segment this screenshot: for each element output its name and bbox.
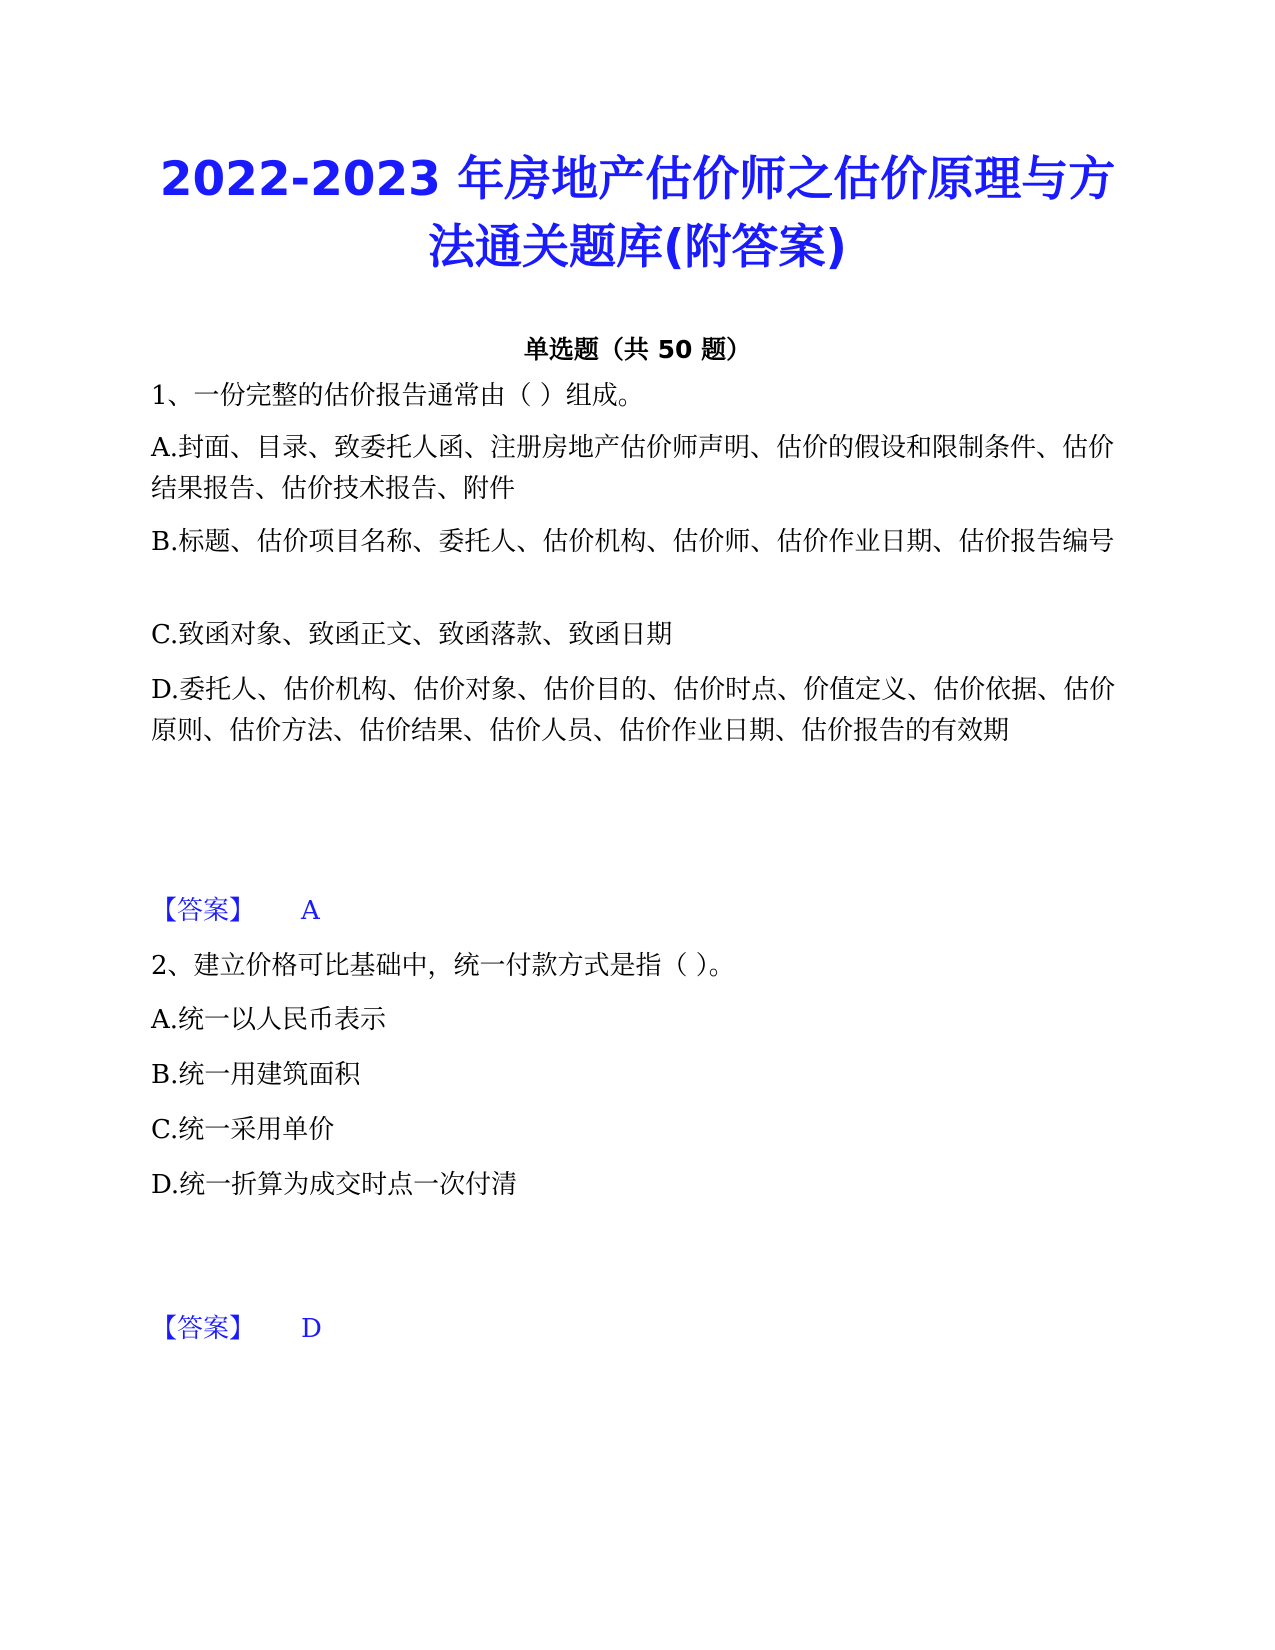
question-2-option-d: D.统一折算为成交时点一次付清 [151,1170,518,1200]
question-2-option-c: C.统一采用单价 [151,1115,335,1145]
answer-label: 【答案】 [151,896,256,926]
question-1-stem: 1、一份完整的估价报告通常由（ ）组成。 [151,381,644,411]
document-title-line-2: 法通关题库(附答案) [428,220,847,275]
question-2-answer [151,1311,322,1347]
question-1-option-a: A.封面、目录、致委托人函、注册房地产估价师声明、估价的假设和限制条件、估价结果报告、估价技术报告、附件 [151,433,1115,504]
question-2-stem: 2、建立价格可比基础中，统一付款方式是指（ ）。 [151,951,735,981]
answer-value: D [301,1314,322,1344]
document-title-line-1: 2022-2023 年房地产估价师之估价原理与方 [159,152,1116,207]
question-2-option-a: A.统一以人民币表示 [151,1005,387,1035]
section-title: 单选题（共 50 题） [523,335,752,364]
question-2-option-b: B.统一用建筑面积 [151,1060,361,1090]
question-1-option-b: B.标题、估价项目名称、委托人、估价机构、估价师、估价作业日期、估价报告编号 [151,527,1115,557]
answer-label: 【答案】 [151,1314,256,1344]
question-1-answer [151,893,320,929]
document-title [140,146,1135,282]
answer-value: A [301,896,320,926]
question-1-option-d: D.委托人、估价机构、估价对象、估价目的、估价时点、价值定义、估价依据、估价原则、估价方法、估价结果、估价人员、估价作业日期、估价报告的有效期 [151,675,1116,746]
question-1-option-c: C.致函对象、致函正文、致函落款、致函日期 [151,620,673,650]
